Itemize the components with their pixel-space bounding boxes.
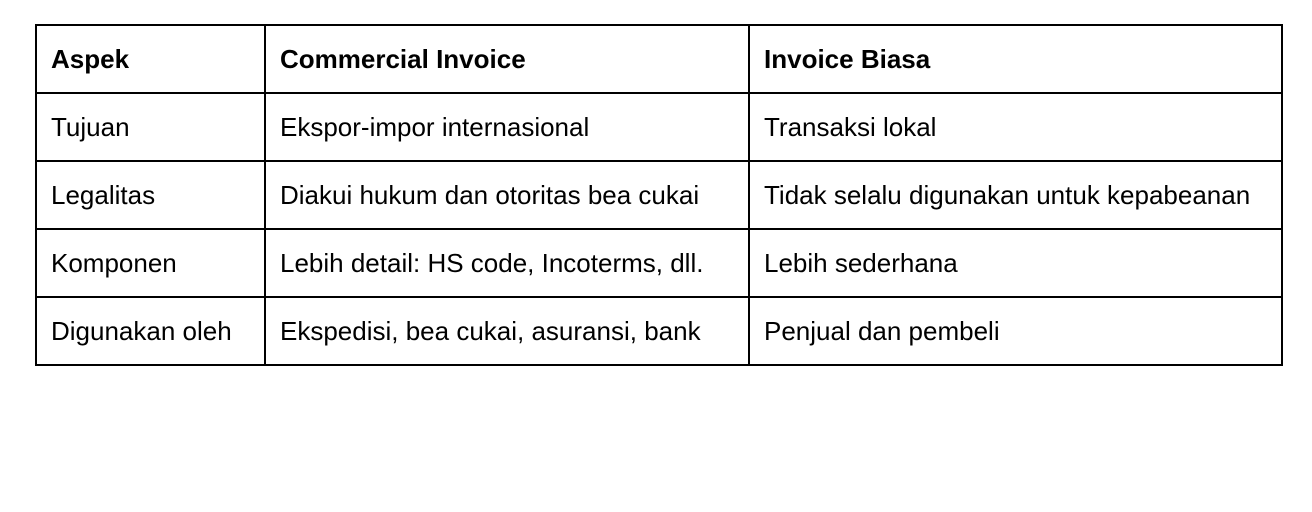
comparison-table [35, 24, 1283, 366]
invoice-biasa-cell: Penjual dan pembeli [749, 297, 1282, 365]
table-row [36, 229, 1282, 297]
header-aspek: Aspek [36, 25, 265, 93]
invoice-biasa-cell: Lebih sederhana [749, 229, 1282, 297]
row-label: Komponen [36, 229, 265, 297]
commercial-invoice-cell: Lebih detail: HS code, Incoterms, dll. [265, 229, 749, 297]
header-invoice-biasa: Invoice Biasa [749, 25, 1282, 93]
row-label: Tujuan [36, 93, 265, 161]
invoice-biasa-cell: Tidak selalu digunakan untuk kepabeanan [749, 161, 1282, 229]
row-label: Digunakan oleh [36, 297, 265, 365]
table-row [36, 297, 1282, 365]
commercial-invoice-cell: Ekspor-impor internasional [265, 93, 749, 161]
header-commercial-invoice: Commercial Invoice [265, 25, 749, 93]
table-row [36, 161, 1282, 229]
commercial-invoice-cell: Diakui hukum dan otoritas bea cukai [265, 161, 749, 229]
table-row [36, 93, 1282, 161]
row-label: Legalitas [36, 161, 265, 229]
table-header-row [36, 25, 1282, 93]
invoice-biasa-cell: Transaksi lokal [749, 93, 1282, 161]
commercial-invoice-cell: Ekspedisi, bea cukai, asuransi, bank [265, 297, 749, 365]
